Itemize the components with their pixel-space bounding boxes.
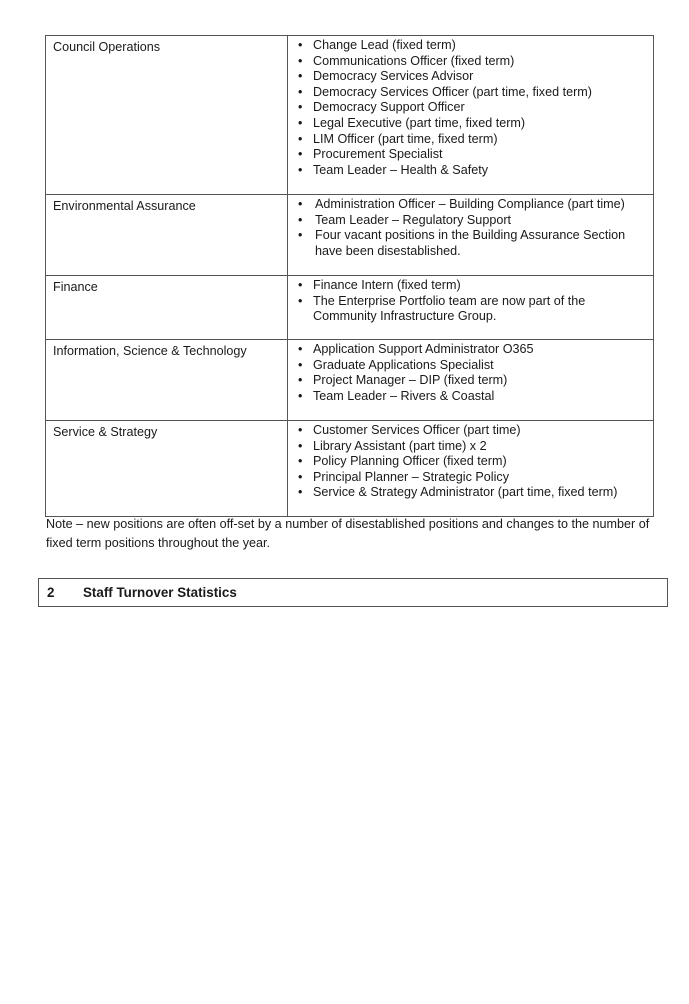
positions-cell [288,195,654,276]
department-cell: Information, Science & Technology [46,340,288,421]
note-paragraph: Note – new positions are often off-set by a number of disestablished positions and changes to the number of fixed term positions throughout the year. [46,517,650,550]
list-item: • LIM Officer (part time, fixed term) [298,132,647,148]
positions-table [45,35,654,517]
list-item: • Change Lead (fixed term) [298,38,647,54]
list-item: • Principal Planner – Strategic Policy [298,470,647,486]
table-row [46,195,654,276]
list-item: • Democracy Services Officer (part time, fixed term) [298,85,647,101]
list-item: • Procurement Specialist [298,147,647,163]
section-number: 2 [47,585,55,600]
section-heading [38,578,668,607]
list-item: • Policy Planning Officer (fixed term) [298,454,647,470]
positions-cell [288,421,654,517]
list-item: • Legal Executive (part time, fixed term) [298,116,647,132]
positions-list [298,423,647,501]
list-item: • The Enterprise Portfolio team are now part of the Community Infrastructure Group. [298,294,647,325]
positions-list [298,197,647,259]
table-row [46,36,654,195]
positions-list [298,342,647,404]
list-item: • Team Leader – Health & Safety [298,163,647,179]
list-item: • Communications Officer (fixed term) [298,54,647,70]
department-cell: Finance [46,276,288,340]
list-item: • Project Manager – DIP (fixed term) [298,373,647,389]
list-item: • Application Support Administrator O365 [298,342,647,358]
list-item: • Team Leader – Rivers & Coastal [298,389,647,405]
positions-list [298,38,647,178]
positions-cell [288,276,654,340]
list-item: • Democracy Support Officer [298,100,647,116]
positions-list [298,278,647,325]
department-cell: Service & Strategy [46,421,288,517]
list-item: • Customer Services Officer (part time) [298,423,647,439]
list-item: • Library Assistant (part time) x 2 [298,439,647,455]
list-item: • Service & Strategy Administrator (part time, fixed term) [298,485,647,501]
department-cell: Council Operations [46,36,288,195]
list-item: • Graduate Applications Specialist [298,358,647,374]
positions-cell [288,340,654,421]
list-item: • Finance Intern (fixed term) [298,278,647,294]
table-row [46,276,654,340]
list-item: • Administration Officer – Building Compliance (part time) [298,197,647,213]
list-item: • Democracy Services Advisor [298,69,647,85]
table-row [46,421,654,517]
list-item: • Team Leader – Regulatory Support [298,213,647,229]
section-title: Staff Turnover Statistics [83,585,237,600]
table-row [46,340,654,421]
list-item: • Four vacant positions in the Building Assurance Section have been disestablished. [298,228,647,259]
department-cell: Environmental Assurance [46,195,288,276]
positions-cell [288,36,654,195]
